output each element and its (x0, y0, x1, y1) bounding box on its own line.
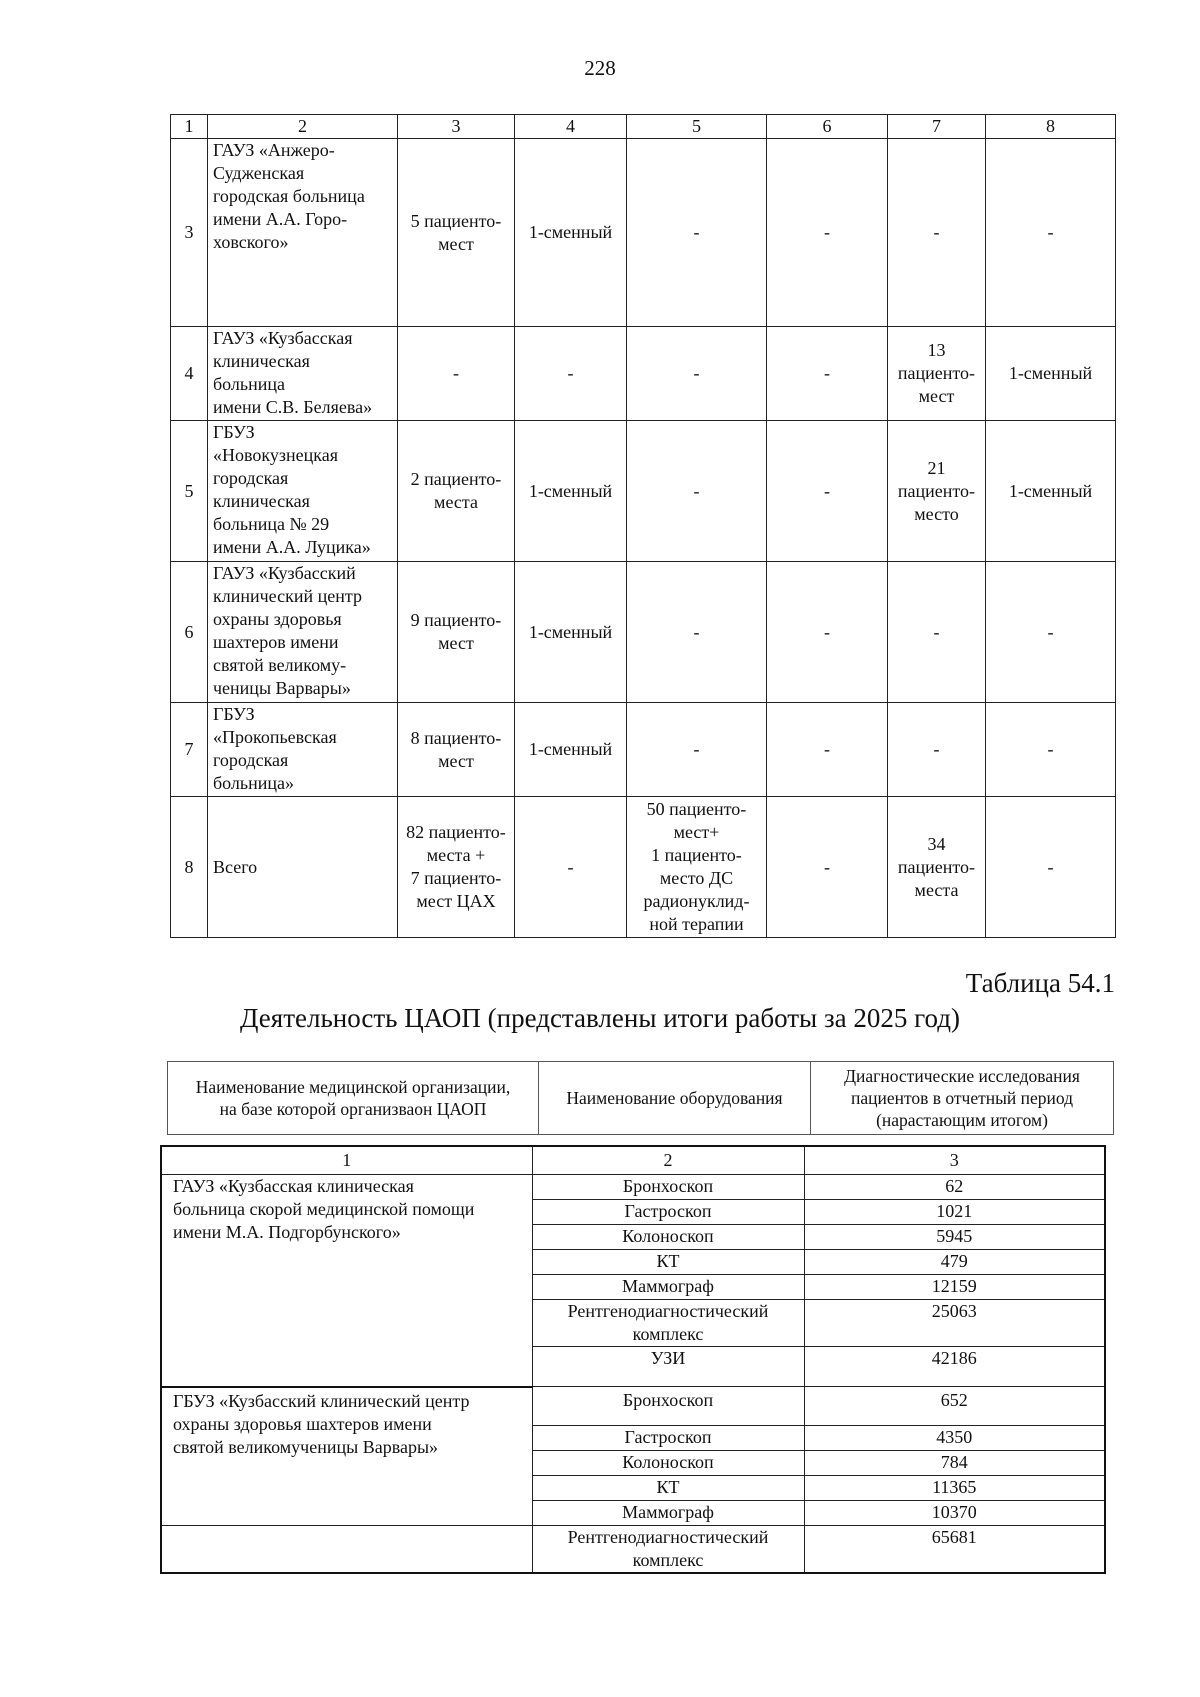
study-count: 4350 (804, 1426, 1105, 1451)
cell: 1-сменный (986, 421, 1116, 562)
equipment-name: Рентгенодиагностический комплекс (532, 1300, 804, 1347)
equipment-name: Рентгенодиагностический комплекс (532, 1526, 804, 1574)
cell: - (986, 562, 1116, 703)
header-studies: Диагностические исследования пациентов в отчетный период (нарастающим итогом) (811, 1062, 1114, 1135)
beds-table (170, 114, 1116, 938)
cell: 1-сменный (515, 703, 627, 797)
table-title: Деятельность ЦАОП (представлены итоги работы за 2025 год) (240, 1003, 960, 1033)
row-number: 8 (171, 797, 208, 938)
equipment-name: Колоноскоп (532, 1225, 804, 1250)
study-count: 42186 (804, 1347, 1105, 1387)
equipment-name: Бронхоскоп (532, 1387, 804, 1426)
cell: - (627, 421, 767, 562)
cell: 1-сменный (515, 562, 627, 703)
table-caption-label: Таблица 54.1 (965, 968, 1115, 998)
study-count: 25063 (804, 1300, 1105, 1347)
row-number: 6 (171, 562, 208, 703)
equipment-name: Гастроскоп (532, 1200, 804, 1225)
organization-name: ГАУЗ «Анжеро- Судженская городская больница имени А.А. Горо- ховского» (208, 139, 398, 327)
study-count: 652 (804, 1387, 1105, 1426)
header-organization: Наименование медицинской организации, на базе которой организваон ЦАОП (168, 1062, 539, 1135)
table-row (171, 421, 1116, 562)
row-number: 7 (171, 703, 208, 797)
cell: - (627, 703, 767, 797)
column-number: 6 (767, 115, 888, 139)
column-number: 8 (986, 115, 1116, 139)
equipment-name: Маммограф (532, 1501, 804, 1526)
study-count: 10370 (804, 1501, 1105, 1526)
cell: 9 пациенто- мест (398, 562, 515, 703)
column-number: 1 (171, 115, 208, 139)
cell: 1-сменный (986, 327, 1116, 421)
table-row (171, 703, 1116, 797)
total-label: Всего (208, 797, 398, 938)
column-numbers-row (161, 1146, 1105, 1175)
cell: - (515, 797, 627, 938)
cell: - (627, 139, 767, 327)
organization-name: ГАУЗ «Кузбасская клиническая больница скорой медицинской помощи имени М.А. Подгорбунского» (161, 1175, 532, 1387)
column-number: 4 (515, 115, 627, 139)
equipment-name: Бронхоскоп (532, 1175, 804, 1200)
cell: - (888, 703, 986, 797)
equipment-name: КТ (532, 1250, 804, 1275)
column-number: 7 (888, 115, 986, 139)
organization-name: ГАУЗ «Кузбасская клиническая больница имени С.В. Беляева» (208, 327, 398, 421)
cell: 13 пациенто- мест (888, 327, 986, 421)
table-row (161, 1526, 1105, 1574)
cell: - (627, 562, 767, 703)
column-number: 2 (532, 1146, 804, 1175)
table-row (171, 139, 1116, 327)
cell: 8 пациенто- мест (398, 703, 515, 797)
cell: - (398, 327, 515, 421)
cell: - (767, 327, 888, 421)
cell: 5 пациенто- мест (398, 139, 515, 327)
empty-cell (161, 1526, 532, 1574)
cell: 21 пациенто- место (888, 421, 986, 562)
row-number: 3 (171, 139, 208, 327)
table-row (161, 1387, 1105, 1426)
header-equipment: Наименование оборудования (539, 1062, 811, 1135)
row-number: 5 (171, 421, 208, 562)
study-count: 65681 (804, 1526, 1105, 1574)
cell: - (888, 562, 986, 703)
cell: 2 пациенто- места (398, 421, 515, 562)
column-number: 2 (208, 115, 398, 139)
cell: 34 пациенто- места (888, 797, 986, 938)
table-row (171, 562, 1116, 703)
organization-name: ГБУЗ «Кузбасский клинический центр охраны здоровья шахтеров имени святой великомученицы Варвары» (161, 1387, 532, 1526)
cell: - (888, 139, 986, 327)
page-number: 228 (584, 56, 616, 80)
column-number: 3 (804, 1146, 1105, 1175)
organization-name: ГАУЗ «Кузбасский клинический центр охраны здоровья шахтеров имени святой великому- ченицы Варвары» (208, 562, 398, 703)
caop-table-header (167, 1061, 1114, 1135)
equipment-name: Колоноскоп (532, 1451, 804, 1476)
cell: 1-сменный (515, 421, 627, 562)
cell: - (515, 327, 627, 421)
study-count: 479 (804, 1250, 1105, 1275)
table-row-total (171, 797, 1116, 938)
table-row (171, 327, 1116, 421)
study-count: 784 (804, 1451, 1105, 1476)
caop-table (160, 1145, 1106, 1574)
cell: - (986, 139, 1116, 327)
equipment-name: Гастроскоп (532, 1426, 804, 1451)
organization-name: ГБУЗ «Новокузнецкая городская клиническая больница № 29 имени А.А. Луцика» (208, 421, 398, 562)
equipment-name: Маммограф (532, 1275, 804, 1300)
row-number: 4 (171, 327, 208, 421)
cell: - (767, 703, 888, 797)
column-number: 1 (161, 1146, 532, 1175)
cell: 82 пациенто- места + 7 пациенто- мест ЦАХ (398, 797, 515, 938)
cell: - (767, 562, 888, 703)
study-count: 11365 (804, 1476, 1105, 1501)
cell: - (767, 797, 888, 938)
column-number: 3 (398, 115, 515, 139)
table-row (161, 1175, 1105, 1200)
cell: - (767, 139, 888, 327)
cell: 1-сменный (515, 139, 627, 327)
cell: - (986, 797, 1116, 938)
table-header-row (171, 115, 1116, 139)
cell: - (986, 703, 1116, 797)
cell: - (627, 327, 767, 421)
study-count: 62 (804, 1175, 1105, 1200)
study-count: 12159 (804, 1275, 1105, 1300)
cell: 50 пациенто- мест+ 1 пациенто- место ДС радионуклид- ной терапии (627, 797, 767, 938)
column-number: 5 (627, 115, 767, 139)
cell: - (767, 421, 888, 562)
equipment-name: КТ (532, 1476, 804, 1501)
study-count: 5945 (804, 1225, 1105, 1250)
equipment-name: УЗИ (532, 1347, 804, 1387)
study-count: 1021 (804, 1200, 1105, 1225)
organization-name: ГБУЗ «Прокопьевская городская больница» (208, 703, 398, 797)
